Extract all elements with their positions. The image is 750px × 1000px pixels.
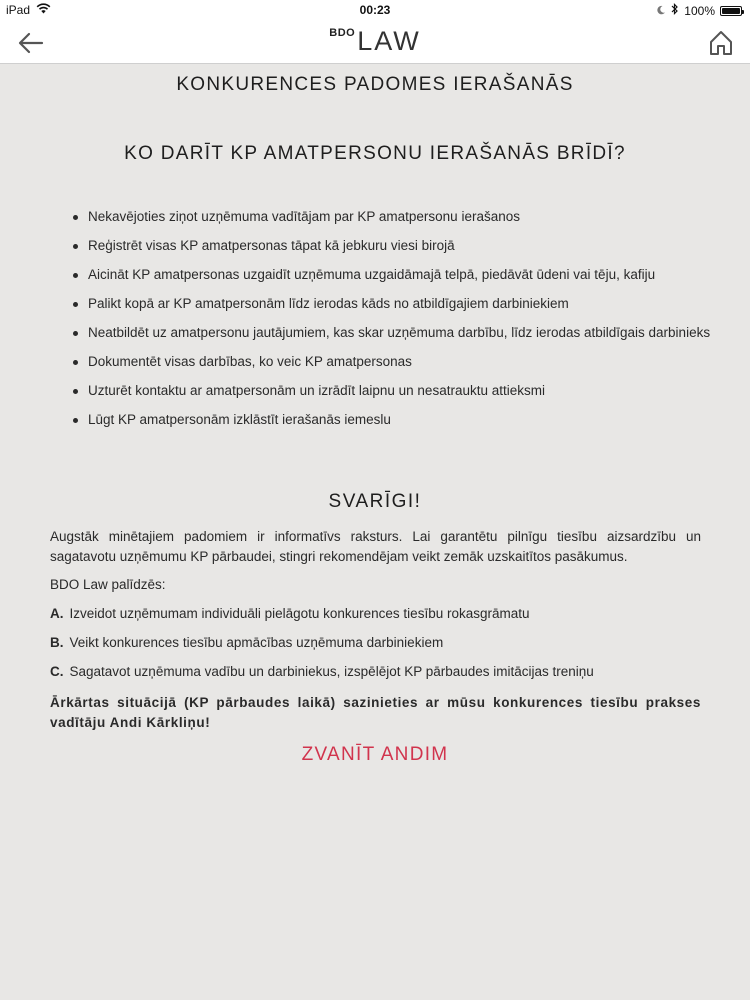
home-icon xyxy=(708,29,734,57)
important-heading: SVARĪGI! xyxy=(328,491,422,512)
help-item-a xyxy=(50,606,530,621)
call-andis-button[interactable]: ZVANĪT ANDIM xyxy=(301,744,449,765)
helps-label: BDO Law palīdzēs: xyxy=(50,577,166,592)
moon-icon xyxy=(656,4,666,18)
status-bar xyxy=(0,0,750,22)
help-item-text: Veikt konkurences tiesību apmācības uzņēmuma darbiniekiem xyxy=(69,635,444,650)
list-item: Neatbildēt uz amatpersonu jautājumiem, kas skar uzņēmuma darbību, līdz ierodas atbildīgais darbinieks xyxy=(72,324,712,342)
bluetooth-icon xyxy=(671,3,679,18)
battery-percent: 100% xyxy=(684,3,715,18)
list-item: Dokumentēt visas darbības, ko veic KP amatpersonas xyxy=(72,353,712,371)
logo-law: LAW xyxy=(357,26,421,56)
list-item: Palikt kopā ar KP amatpersonām līdz ierodas kāds no atbildīgajiem darbiniekiem xyxy=(72,295,712,313)
list-item: Aicināt KP amatpersonas uzgaidīt uzņēmuma uzgaidāmajā telpā, piedāvāt ūdeni vai tēju, kafiju xyxy=(72,266,712,284)
home-button[interactable] xyxy=(708,29,734,57)
important-paragraph: Augstāk minētajiem padomiem ir informatīvs raksturs. Lai garantētu pilnīgu tiesību aizsardzību un sagatavotu uzņēmumu KP pārbaudei, stingri rekomendējam veikt zemāk uzskaitītos pasākumus. xyxy=(50,529,701,564)
list-item: Uzturēt kontaktu ar amatpersonām un izrādīt laipnu un nesatrauktu attieksmi xyxy=(72,382,712,400)
logo-bdo: BDO xyxy=(329,27,356,39)
battery-icon xyxy=(720,6,742,16)
list-item: Reģistrēt visas KP amatpersonas tāpat kā jebkuru viesi birojā xyxy=(72,237,712,255)
help-item-text: Sagatavot uzņēmuma vadību un darbiniekus, izspēlējot KP pārbaudes imitācijas treniņu xyxy=(69,664,594,679)
help-item-label: B. xyxy=(50,635,64,650)
help-item-label: C. xyxy=(50,664,64,679)
help-item-label: A. xyxy=(50,606,64,621)
emergency-text: Ārkārtas situācijā (KP pārbaudes laikā) sazinieties ar mūsu konkurences tiesību prakses vadītāju Andi Kārkliņu! xyxy=(50,695,701,730)
status-time: 00:23 xyxy=(359,3,391,17)
help-item-text: Izveidot uzņēmumam individuāli pielāgotu konkurences tiesību rokasgrāmatu xyxy=(69,606,530,621)
section-heading: KO DARĪT KP AMATPERSONU IERAŠANĀS BRĪDĪ? xyxy=(124,143,626,164)
nav-bar xyxy=(0,22,750,64)
status-right xyxy=(656,3,742,18)
list-item: Nekavējoties ziņot uzņēmuma vadītājam par KP amatpersonu ierašanos xyxy=(72,208,712,226)
device-name: iPad xyxy=(6,3,31,17)
list-item: Lūgt KP amatpersonām izklāstīt ierašanās iemeslu xyxy=(72,411,712,429)
page-title: KONKURENCES PADOMES IERAŠANĀS xyxy=(176,74,574,95)
bdo-law-logo xyxy=(0,26,750,57)
help-item-b xyxy=(50,635,443,650)
help-item-c xyxy=(50,664,594,679)
instruction-list xyxy=(72,208,712,440)
